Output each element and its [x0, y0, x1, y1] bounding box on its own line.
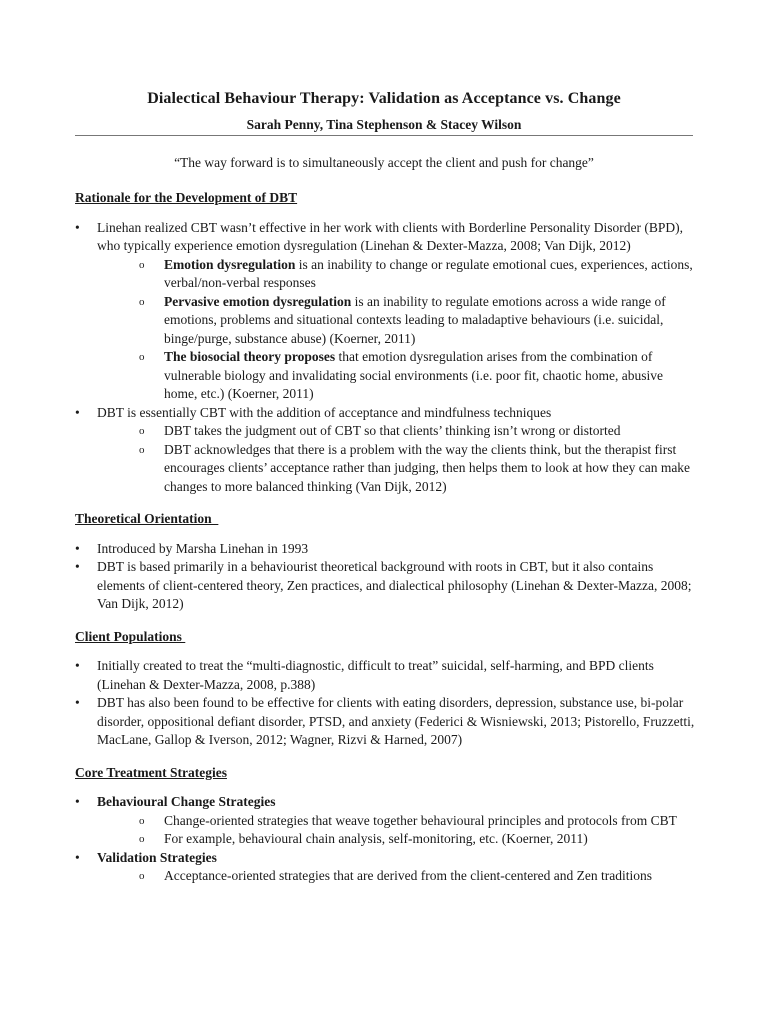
bullet-list: [75, 540, 695, 614]
sub-list: [97, 867, 695, 886]
list-item: [75, 793, 695, 849]
sub-list-item: [97, 867, 695, 886]
sub-item-text: Acceptance-oriented strategies that are derived from the client-centered and Zen traditions: [164, 868, 653, 883]
epigraph-quote: “The way forward is to simultaneously accept the client and push for change”: [174, 155, 594, 170]
sub-item-text: DBT takes the judgment out of CBT so that clients’ thinking isn’t wrong or distorted: [164, 423, 621, 438]
bullet-dot: •: [75, 404, 80, 420]
sub-item-text: For example, behavioural chain analysis, self-monitoring, etc. (Koerner, 2011): [164, 831, 588, 846]
section-heading: Core Treatment Strategies: [75, 764, 227, 780]
bullet-list: [75, 657, 695, 750]
sub-list-item: [97, 422, 695, 441]
term-pervasive-emotion-dysregulation: Pervasive emotion dysregulation: [164, 293, 352, 309]
sub-list-item: [97, 441, 695, 497]
list-item-text: Initially created to treat the “multi-diagnostic, difficult to treat” suicidal, self-harming, and BPD clients (Linehan & Dexter-Mazza, 2008, p.388): [97, 658, 654, 692]
list-item: [75, 694, 695, 750]
section-rationale: [75, 189, 695, 496]
sub-list: [97, 812, 695, 849]
bullet-dot: •: [75, 559, 80, 574]
term-emotion-dysregulation: Emotion dysregulation: [164, 256, 296, 272]
bullet-circle: o: [139, 814, 145, 827]
list-item: [75, 558, 695, 614]
sub-item-text: DBT acknowledges that there is a problem with the way the clients think, but the therapist first encourages clients’ acceptance rather than judging, then helps them to look at how they can make changes to more balanced thinking (Van Dijk, 2012): [164, 441, 691, 494]
bullet-circle: o: [139, 258, 145, 271]
list-item: [75, 404, 695, 497]
bullet-circle: o: [139, 443, 145, 456]
section-client-populations: [75, 628, 695, 750]
sub-item-text: is an inability to change or regulate emotional cues, experiences, actions, verbal/non-verbal responses: [164, 256, 693, 290]
section-heading: Rationale for the Development of DBT: [75, 190, 298, 205]
sub-list-item: [97, 256, 695, 293]
sub-list-item: [97, 830, 695, 849]
term-biosocial-theory: The biosocial theory proposes: [164, 349, 336, 364]
sub-list-item: [97, 348, 695, 404]
section-theoretical-orientation: [75, 510, 695, 614]
list-item-text: Linehan realized CBT wasn’t effective in her work with clients with Borderline Personality Disorder (BPD), who typically experience emotion dysregulation (Linehan & Dexter-Mazza, 2008; Van Dijk, 2012): [97, 219, 683, 253]
list-item: [75, 657, 695, 694]
list-item-text: Behavioural Change Strategies: [97, 794, 276, 809]
list-item: [75, 540, 695, 559]
header-divider: [75, 135, 693, 136]
list-item-text: DBT is essentially CBT with the addition of acceptance and mindfulness techniques: [97, 404, 552, 420]
list-item-text: DBT has also been found to be effective for clients with eating disorders, depression, substance use, bi-polar disorder, oppositional defiant disorder, PTSD, and anxiety (Federici & Wisniewski, 2013; Pistorello, Fruzzetti, MacLane, Gallop & Iverson, 2012; Wagner, Rizvi & Harned, 2007): [97, 695, 695, 747]
sub-item-text: is an inability to regulate emotions across a wide range of emotions, problems and situational contexts leading to maladaptive behaviours (i.e. suicidal, binge/purge, substance abuse) (Koerner, 2011): [164, 293, 666, 346]
list-item-text: DBT is based primarily in a behaviourist theoretical background with roots in CBT, but it also contains elements of client-centered theory, Zen practices, and dialectical philosophy (Linehan & Dexter-Mazza, 2008; Van Dijk, 2012): [97, 559, 692, 611]
bullet-dot: •: [75, 658, 80, 673]
section-core-treatment-strategies: [75, 764, 695, 886]
bullet-list: [75, 219, 695, 497]
section-heading: Client Populations: [75, 628, 186, 644]
sub-item-text: that emotion dysregulation arises from the combination of vulnerable biology and invalidating social environments (i.e. poor fit, chaotic home, abusive home, etc.) (Koerner, 2011): [164, 349, 663, 401]
bullet-circle: o: [139, 295, 145, 308]
sub-list-item: [97, 812, 695, 831]
sub-list: [97, 422, 695, 496]
sub-list-item: [97, 293, 695, 349]
section-heading: Theoretical Orientation: [75, 511, 219, 526]
bullet-list: [75, 793, 695, 886]
sub-list: [97, 256, 695, 404]
bullet-dot: •: [75, 794, 80, 809]
list-item: [75, 219, 695, 404]
sub-item-text: Change-oriented strategies that weave together behavioural principles and protocols from CBT: [164, 812, 677, 828]
bullet-dot: •: [75, 219, 80, 235]
bullet-circle: o: [139, 425, 145, 437]
bullet-dot: •: [75, 849, 80, 865]
list-item: [75, 849, 695, 886]
document-body: [75, 189, 695, 900]
bullet-circle: o: [139, 351, 145, 363]
list-item-text: Introduced by Marsha Linehan in 1993: [97, 540, 309, 556]
bullet-circle: o: [139, 833, 145, 845]
document-title: Dialectical Behaviour Therapy: Validation as Acceptance vs. Change: [147, 90, 621, 107]
bullet-dot: •: [75, 540, 80, 556]
document-authors: Sarah Penny, Tina Stephenson & Stacey Wilson: [246, 117, 522, 132]
bullet-dot: •: [75, 695, 80, 710]
list-item-text: Validation Strategies: [97, 849, 217, 865]
bullet-circle: o: [139, 870, 145, 882]
